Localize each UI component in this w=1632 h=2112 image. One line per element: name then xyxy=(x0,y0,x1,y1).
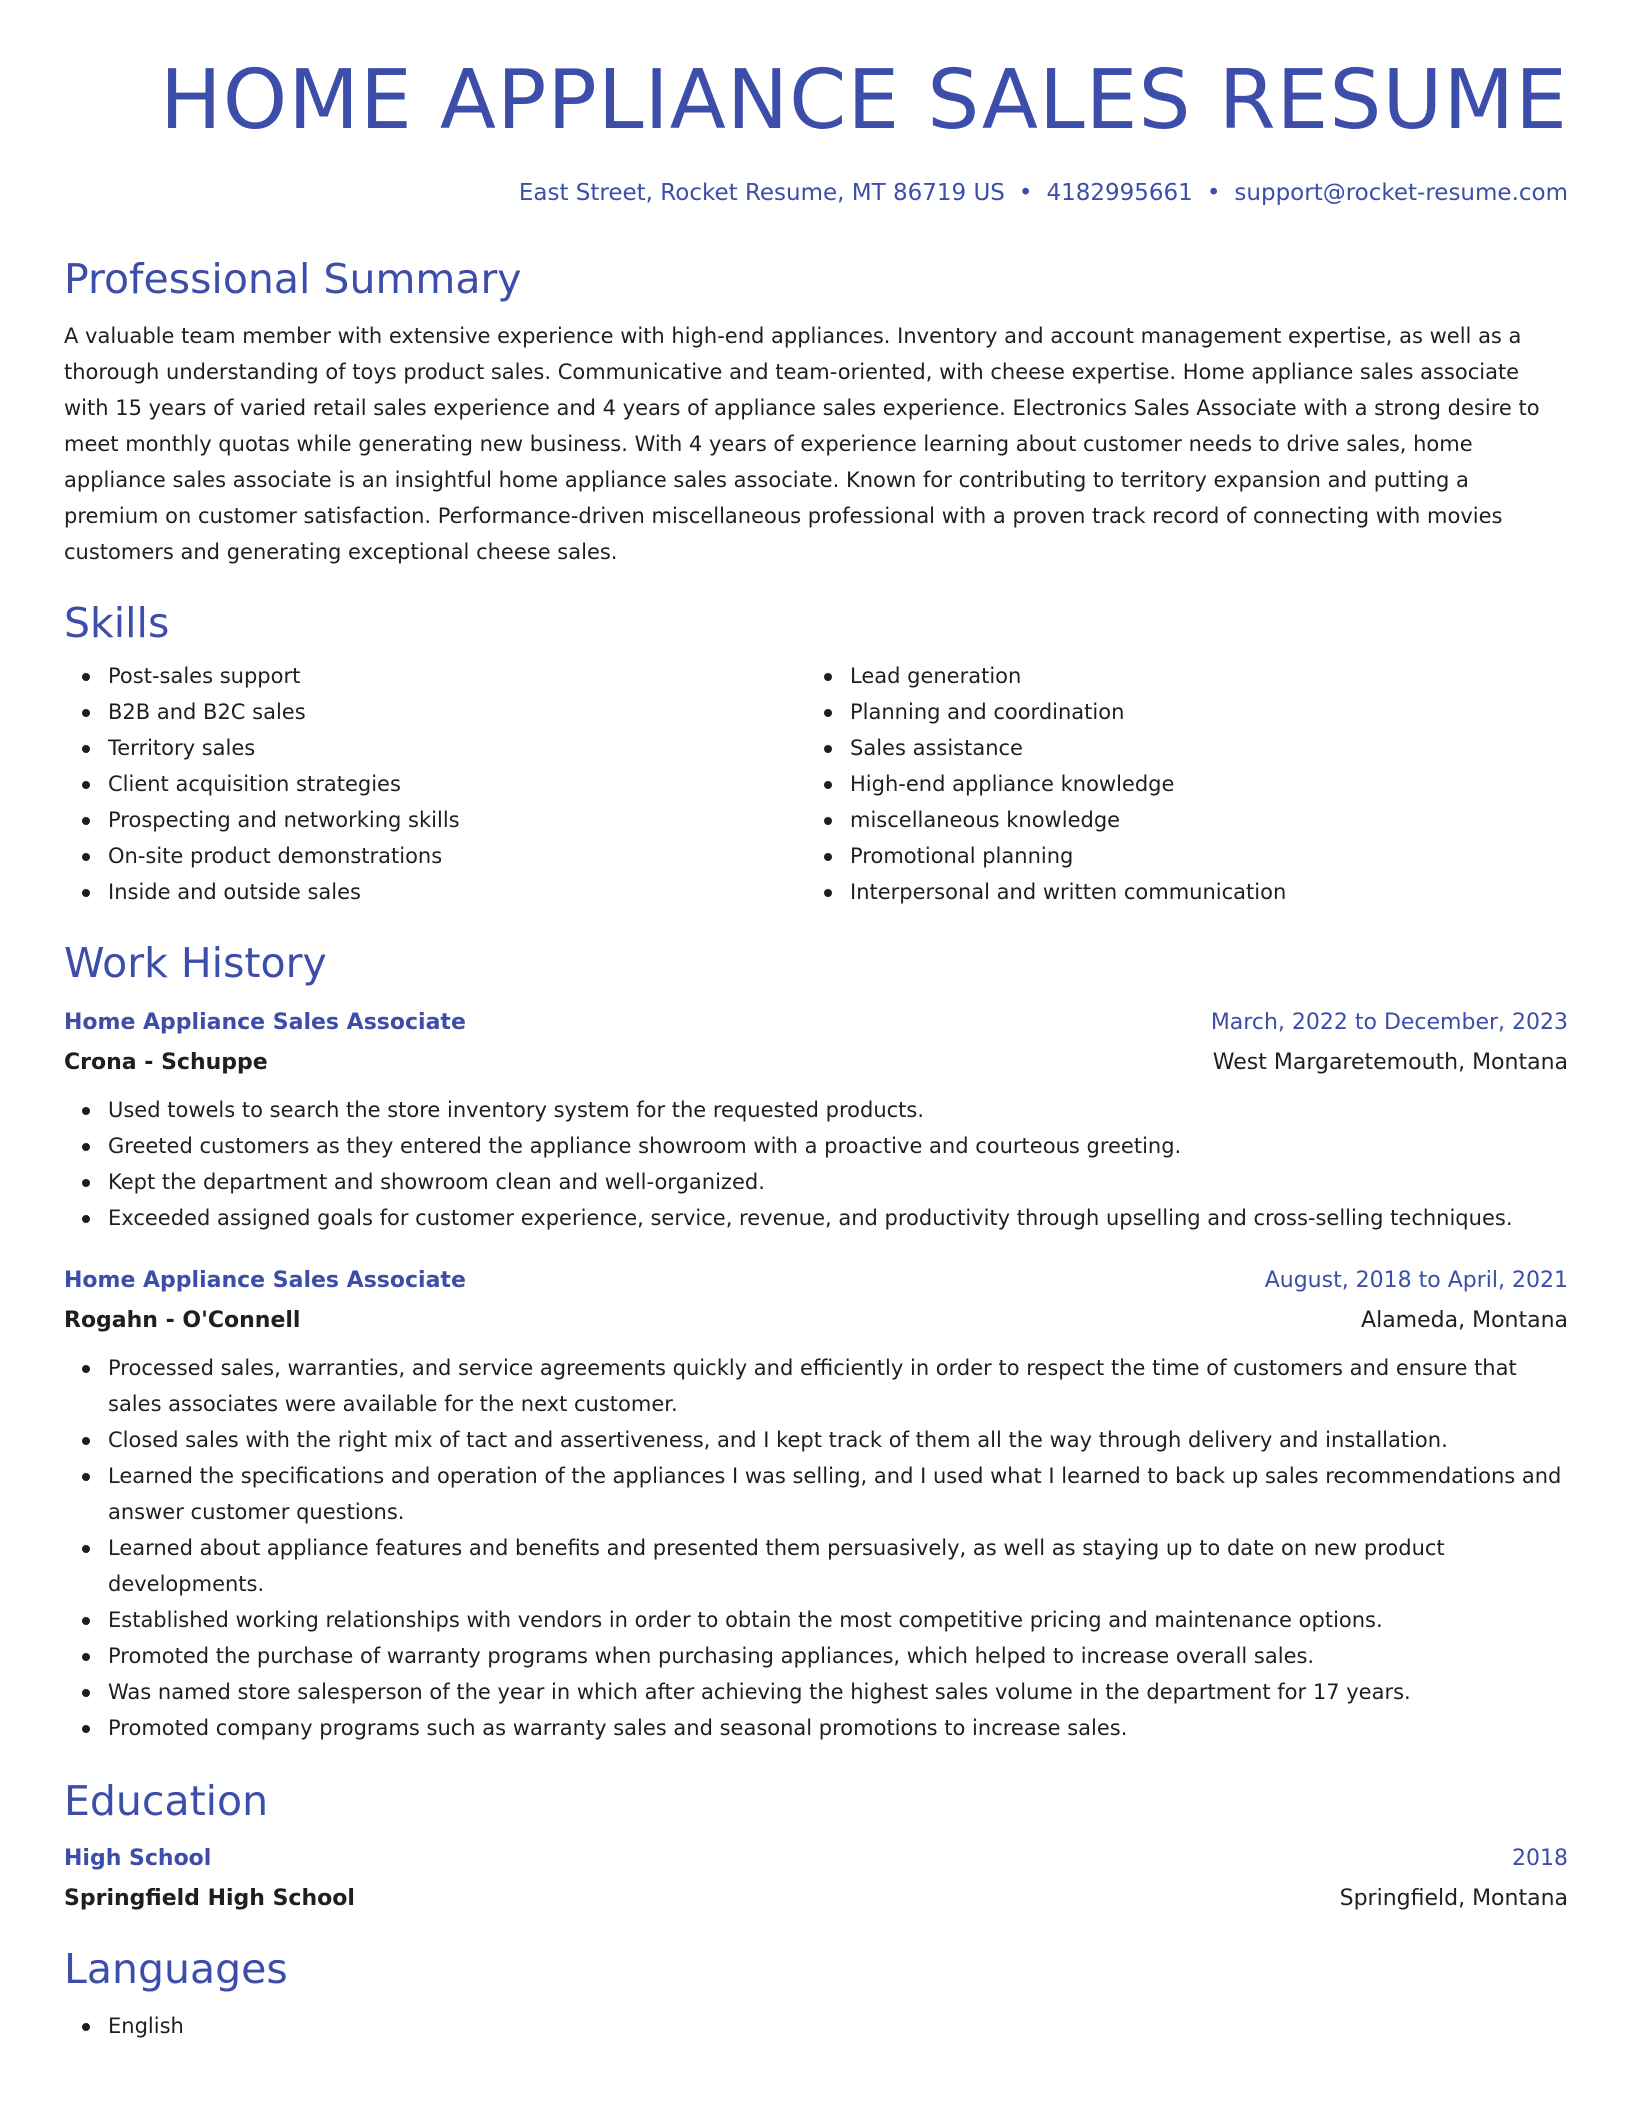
job-bullets xyxy=(64,1092,1568,1236)
skills-column-right xyxy=(806,658,1548,910)
skills-list-left xyxy=(64,658,806,910)
education-year: 2018 xyxy=(1512,1846,1568,1871)
skill-item: High-end appliance knowledge xyxy=(850,766,1548,802)
education-subheader xyxy=(64,1884,1568,1914)
skills-column-left xyxy=(64,658,806,910)
work-history-section xyxy=(64,938,1568,1746)
skill-item: Territory sales xyxy=(108,730,806,766)
job-entry xyxy=(64,1008,1568,1236)
job-bullet: Promoted the purchase of warranty programs when purchasing appliances, which helped to increase overall sales. xyxy=(108,1638,1568,1674)
education-heading: Education xyxy=(64,1777,269,1825)
skill-item: Sales assistance xyxy=(850,730,1548,766)
job-bullet: Established working relationships with vendors in order to obtain the most competitive pricing and maintenance options. xyxy=(108,1602,1568,1638)
work-history-heading: Work History xyxy=(64,939,327,987)
languages-list xyxy=(64,2008,1568,2044)
skill-item: Inside and outside sales xyxy=(108,874,806,910)
job-title: Home Appliance Sales Associate xyxy=(64,1010,466,1035)
contact-separator: • xyxy=(1018,180,1033,206)
job-bullet: Used towels to search the store inventory system for the requested products. xyxy=(108,1092,1568,1128)
language-item: English xyxy=(108,2008,1568,2044)
skill-item: Planning and coordination xyxy=(850,694,1548,730)
job-title: Home Appliance Sales Associate xyxy=(64,1268,466,1293)
job-bullet: Greeted customers as they entered the appliance showroom with a proactive and courteous greeting. xyxy=(108,1128,1568,1164)
summary-text: A valuable team member with extensive experience with high-end appliances. Inventory and account management expertise, as well as a thorough understanding of toys product sales. Communicative and team-oriented, with cheese expertise. Home appliance sales associate with 15 years of varied retail sales experience and 4 years of appliance sales experience. Electronics Sales Associate with a strong desire to meet monthly quotas while generating new business. With 4 years of experience learning about customer needs to drive sales, home appliance sales associate is an insightful home appliance sales associate. Known for contributing to territory expansion and putting a premium on customer satisfaction. Performance-driven miscellaneous professional with a proven track record of connecting with movies customers and generating exceptional cheese sales. xyxy=(64,324,1540,564)
skill-item: Interpersonal and written communication xyxy=(850,874,1548,910)
skills-heading: Skills xyxy=(64,599,170,647)
skills-section xyxy=(64,598,1568,910)
job-company: Crona - Schuppe xyxy=(64,1050,268,1075)
job-bullet: Exceeded assigned goals for customer experience, service, revenue, and productivity through upselling and cross-selling techniques. xyxy=(108,1200,1568,1236)
job-company: Rogahn - O'Connell xyxy=(64,1308,301,1333)
job-bullet: Processed sales, warranties, and service agreements quickly and efficiently in order to respect the time of customers and ensure that sales associates were available for the next customer. xyxy=(108,1350,1568,1422)
education-school: Springfield High School xyxy=(64,1886,355,1911)
job-bullet: Closed sales with the right mix of tact and assertiveness, and I kept track of them all the way through delivery and installation. xyxy=(108,1422,1568,1458)
skills-columns xyxy=(64,658,1568,910)
languages-section xyxy=(64,1944,1568,2044)
job-bullet: Learned the specifications and operation of the appliances I was selling, and I used what I learned to back up sales recommendations and answer customer questions. xyxy=(108,1458,1568,1530)
contact-phone: 4182995661 xyxy=(1046,180,1193,206)
job-location: Alameda, Montana xyxy=(1361,1308,1568,1333)
education-location: Springfield, Montana xyxy=(1339,1886,1568,1911)
skills-list-right xyxy=(806,658,1548,910)
skill-item: miscellaneous knowledge xyxy=(850,802,1548,838)
job-bullets xyxy=(64,1350,1568,1746)
education-header xyxy=(64,1844,1568,1874)
job-bullet: Promoted company programs such as warranty sales and seasonal promotions to increase sales. xyxy=(108,1710,1568,1746)
skill-item: Promotional planning xyxy=(850,838,1548,874)
job-header xyxy=(64,1008,1568,1038)
job-dates: March, 2022 to December, 2023 xyxy=(1210,1010,1568,1035)
contact-line xyxy=(64,178,1568,208)
skill-item: B2B and B2C sales xyxy=(108,694,806,730)
skill-item: Post-sales support xyxy=(108,658,806,694)
skill-item: Prospecting and networking skills xyxy=(108,802,806,838)
contact-separator: • xyxy=(1206,180,1221,206)
summary-heading: Professional Summary xyxy=(64,255,522,303)
contact-address: East Street, Rocket Resume, MT 86719 US xyxy=(518,180,1005,206)
skill-item: On-site product demonstrations xyxy=(108,838,806,874)
job-location: West Margaretemouth, Montana xyxy=(1212,1050,1568,1075)
contact-email: support@rocket-resume.com xyxy=(1234,180,1568,206)
education-degree: High School xyxy=(64,1846,212,1871)
summary-section xyxy=(64,254,1568,570)
skill-item: Client acquisition strategies xyxy=(108,766,806,802)
resume-page xyxy=(64,0,1568,2044)
job-dates: August, 2018 to April, 2021 xyxy=(1264,1268,1568,1293)
languages-heading: Languages xyxy=(64,1945,288,1993)
job-bullet: Kept the department and showroom clean and well-organized. xyxy=(108,1164,1568,1200)
job-entry xyxy=(64,1266,1568,1746)
job-subheader xyxy=(64,1048,1568,1078)
job-header xyxy=(64,1266,1568,1296)
job-bullet: Learned about appliance features and benefits and presented them persuasively, as well as staying up to date on new product developments. xyxy=(108,1530,1568,1602)
job-subheader xyxy=(64,1306,1568,1336)
job-bullet: Was named store salesperson of the year in which after achieving the highest sales volume in the department for 17 years. xyxy=(108,1674,1568,1710)
resume-title: HOME APPLIANCE SALES RESUME xyxy=(160,53,1568,148)
skill-item: Lead generation xyxy=(850,658,1548,694)
education-section xyxy=(64,1776,1568,1914)
